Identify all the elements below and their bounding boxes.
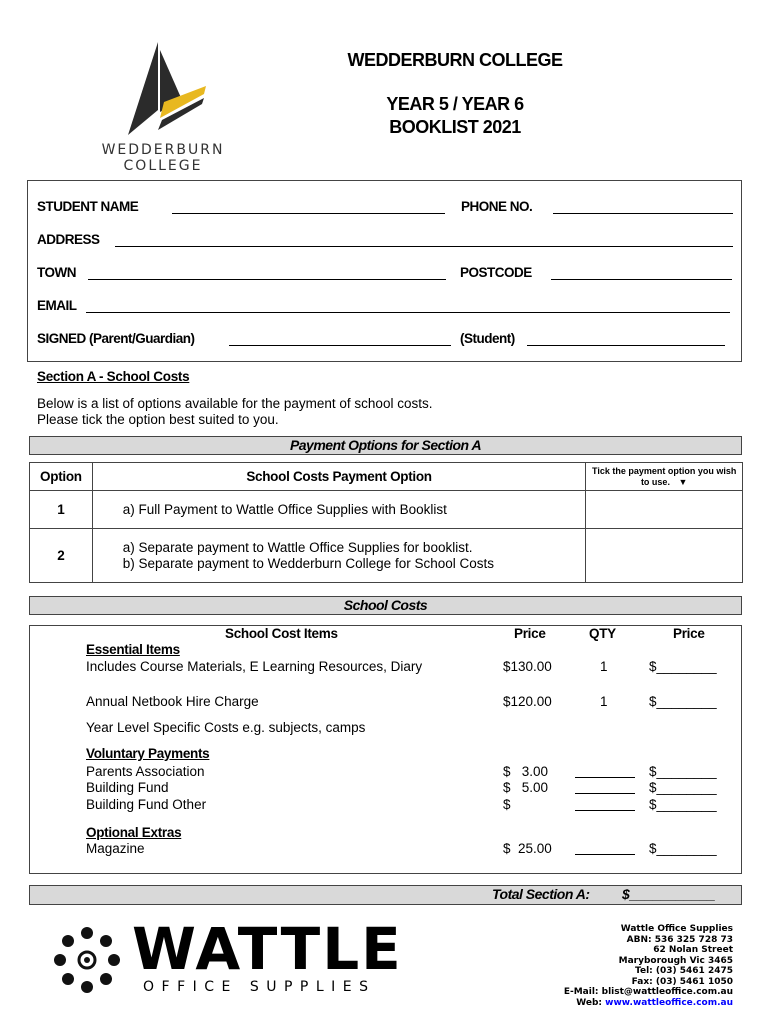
school-name: WEDDERBURN COLLEGE [347, 50, 563, 70]
parents-assoc-qty-field[interactable] [575, 767, 635, 778]
student-name-field[interactable] [172, 203, 445, 214]
tick-arrow-icon: ▼ [678, 476, 688, 487]
section-a-intro-line2: Please tick the option best suited to you. [37, 412, 279, 427]
logo-text-line2: COLLEGE [123, 158, 203, 174]
essential-items-desc: Includes Course Materials, E Learning Resources, Diary [86, 659, 423, 674]
company-fax: Fax: (03) 5461 1050 [631, 976, 733, 987]
company-abn: ABN: 536 325 728 73 [626, 934, 733, 945]
building-fund-other-qty-field[interactable] [575, 800, 635, 811]
netbook-qty: 1 [600, 694, 608, 709]
student-name-label: STUDENT NAME [37, 199, 139, 214]
essential-items-price: $130.00 [503, 659, 552, 674]
company-email: E-Mail: blist@wattleoffice.com.au [563, 987, 733, 997]
email-label: EMAIL [37, 298, 77, 313]
tick-header-text: Tick the payment option you wish to use. [591, 465, 737, 487]
year-title: YEAR 5 / YEAR 6 [386, 94, 524, 114]
email-field[interactable] [86, 302, 730, 313]
building-fund-price: $ 5.00 [503, 780, 549, 795]
option-2-number: 2 [30, 529, 93, 583]
voluntary-heading: Voluntary Payments [86, 746, 210, 761]
address-label: ADDRESS [37, 232, 100, 247]
option-2-line-a: a) Separate payment to Wattle Office Supplies for booklist. [122, 539, 473, 555]
building-fund-other-price: $ [503, 797, 511, 812]
netbook-price: $120.00 [503, 694, 552, 709]
essential-items-total[interactable]: $________ [649, 659, 717, 674]
postcode-label: POSTCODE [460, 265, 532, 280]
student-signature-label: (Student) [460, 331, 515, 346]
total-label: Total Section A: [492, 886, 590, 902]
building-fund-label: Building Fund [86, 780, 169, 795]
phone-label: PHONE NO. [461, 199, 533, 214]
parent-signature-field[interactable] [229, 335, 451, 346]
student-signature-field[interactable] [527, 335, 725, 346]
company-city: Maryborough Vic 3465 [618, 955, 733, 966]
town-label: TOWN [37, 265, 76, 280]
company-street: 62 Nolan Street [653, 945, 733, 955]
year-level-label: Year Level Specific Costs e.g. subjects, camps [86, 720, 366, 735]
wattle-brand-sub: OFFICE SUPPLIES [143, 979, 376, 995]
logo-text-line1: WEDDERBURN [101, 142, 225, 158]
postcode-field[interactable] [551, 269, 732, 280]
option-1-number: 1 [30, 491, 93, 529]
school-costs-bar: School Costs [29, 596, 742, 615]
web-link[interactable]: www.wattleoffice.com.au [605, 997, 733, 1008]
total-value-field[interactable]: $___________ [622, 886, 716, 902]
col-tick-header [586, 463, 743, 491]
company-address [520, 924, 733, 1008]
wattle-brand: WATTLE [132, 915, 403, 983]
col-price-header: Price [514, 626, 546, 641]
building-fund-other-total[interactable]: $________ [649, 797, 717, 812]
parents-assoc-price: $ 3.00 [503, 764, 549, 779]
town-field[interactable] [88, 269, 446, 280]
company-tel: Tel: (03) 5461 2475 [635, 966, 733, 976]
building-fund-qty-field[interactable] [575, 783, 635, 794]
booklist-title: BOOKLIST 2021 [389, 117, 521, 137]
phone-field[interactable] [553, 203, 733, 214]
magazine-price: $ 25.00 [503, 841, 552, 856]
section-a-heading: Section A - School Costs [37, 369, 190, 384]
netbook-label: Annual Netbook Hire Charge [86, 694, 259, 709]
essential-items-qty: 1 [600, 659, 608, 674]
company-name: Wattle Office Supplies [620, 924, 733, 934]
option-1-tick-box[interactable] [586, 491, 743, 529]
magazine-label: Magazine [86, 841, 145, 856]
option-1-text: a) Full Payment to Wattle Office Supplies with Booklist [92, 491, 586, 529]
option-2-text [92, 529, 586, 583]
netbook-total[interactable]: $________ [649, 694, 717, 709]
building-fund-other-label: Building Fund Other [86, 797, 207, 812]
col-items-header: School Cost Items [225, 626, 338, 641]
option-2-tick-box[interactable] [586, 529, 743, 583]
magazine-total[interactable]: $________ [649, 841, 717, 856]
payment-options-bar: Payment Options for Section A [29, 436, 742, 455]
signed-label: SIGNED (Parent/Guardian) [37, 331, 195, 346]
building-fund-total[interactable]: $________ [649, 780, 717, 795]
parents-assoc-total[interactable]: $________ [649, 764, 717, 779]
essential-items-heading: Essential Items [86, 642, 180, 657]
col-qty-header: QTY [589, 626, 616, 641]
college-logo [120, 40, 210, 140]
magazine-qty-field[interactable] [575, 844, 635, 855]
web-label: Web: [576, 997, 603, 1008]
optional-extras-heading: Optional Extras [86, 825, 182, 840]
option-2-line-b: b) Separate payment to Wedderburn College for School Costs [122, 555, 494, 571]
col-payment-header: School Costs Payment Option [92, 463, 586, 491]
wattle-flower-icon [52, 925, 122, 995]
parents-assoc-label: Parents Association [86, 764, 205, 779]
company-web [520, 998, 733, 1009]
col-option-header: Option [30, 463, 93, 491]
payment-options-table [29, 462, 743, 583]
col-total-header: Price [673, 626, 705, 641]
section-a-intro-line1: Below is a list of options available for the payment of school costs. [37, 396, 433, 411]
address-field[interactable] [115, 236, 733, 247]
